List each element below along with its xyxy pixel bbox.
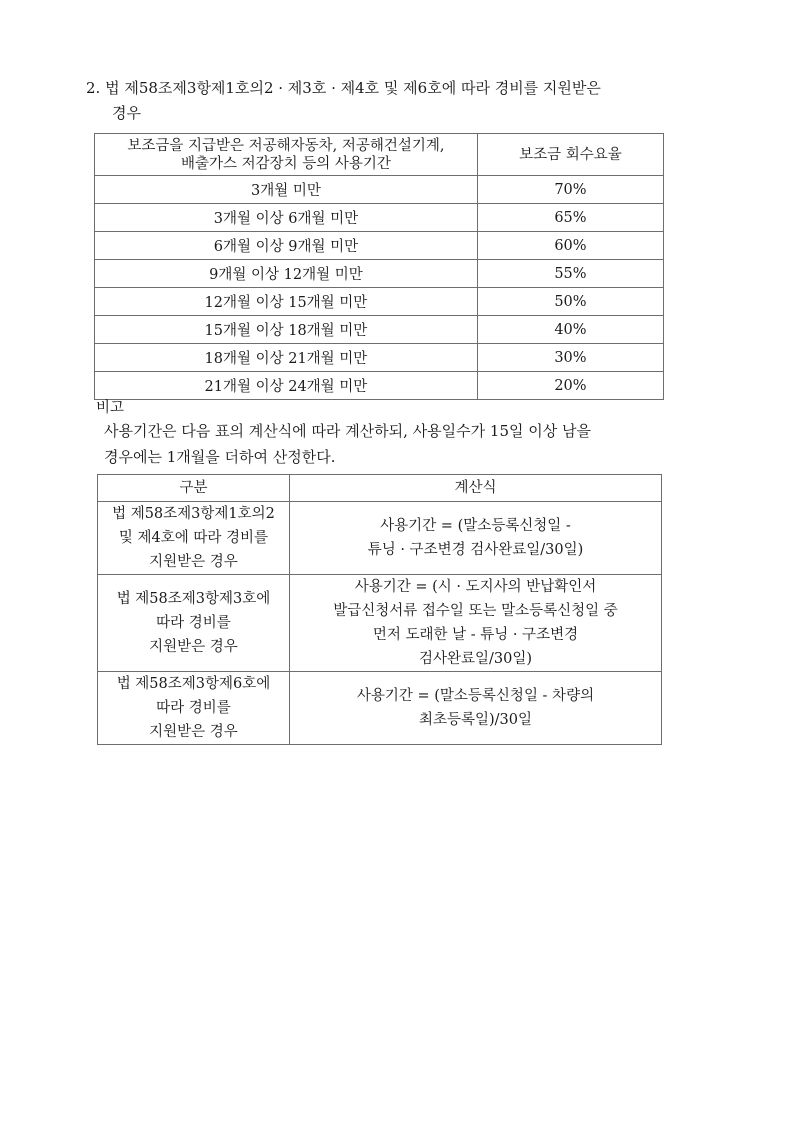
category-line: 법 제58조제3항제6호에 bbox=[116, 676, 271, 692]
section-heading-line1: 2. 법 제58조제3항제1호의2 · 제3호 · 제4호 및 제6호에 따라 경비를 지원받은 bbox=[86, 79, 601, 97]
recovery-rate-cell: 20% bbox=[477, 372, 663, 400]
usage-period-cell: 21개월 이상 24개월 미만 bbox=[95, 372, 478, 400]
category-cell bbox=[98, 502, 290, 575]
formula-line: 발급신청서류 접수일 또는 말소등록신청일 중 bbox=[333, 603, 618, 619]
formula-line: 사용기간 = (말소등록신청일 - bbox=[380, 518, 571, 534]
usage-period-cell: 3개월 이상 6개월 미만 bbox=[95, 204, 478, 232]
recovery-rate-cell: 60% bbox=[477, 232, 663, 260]
table-row bbox=[95, 316, 664, 344]
category-line: 지원받은 경우 bbox=[149, 554, 238, 570]
formula-line: 튜닝 · 구조변경 검사완료일/30일) bbox=[367, 542, 584, 558]
recovery-rate-table bbox=[94, 133, 664, 400]
note-body bbox=[104, 418, 664, 470]
section-heading bbox=[86, 76, 676, 126]
calculation-formula-table bbox=[97, 474, 662, 745]
table-row bbox=[98, 672, 662, 745]
recovery-rate-cell: 55% bbox=[477, 260, 663, 288]
section-heading-line2: 경우 bbox=[112, 104, 141, 122]
table-row bbox=[95, 288, 664, 316]
formula-header: 계산식 bbox=[289, 475, 661, 502]
usage-period-header-line1: 보조금을 지급받은 저공해자동차, 저공해건설기계, bbox=[127, 137, 445, 154]
recovery-rate-header: 보조금 회수요율 bbox=[477, 134, 663, 176]
category-line: 지원받은 경우 bbox=[149, 639, 238, 655]
formula-line: 최초등록일)/30일 bbox=[418, 712, 532, 728]
category-line: 지원받은 경우 bbox=[149, 724, 238, 740]
recovery-rate-cell: 65% bbox=[477, 204, 663, 232]
formula-cell bbox=[289, 672, 661, 745]
category-header: 구분 bbox=[98, 475, 290, 502]
recovery-rate-cell: 40% bbox=[477, 316, 663, 344]
table-header-row bbox=[98, 475, 662, 502]
usage-period-cell: 9개월 이상 12개월 미만 bbox=[95, 260, 478, 288]
recovery-rate-cell: 70% bbox=[477, 176, 663, 204]
formula-line: 검사완료일/30일) bbox=[418, 651, 532, 667]
usage-period-header-line2: 배출가스 저감장치 등의 사용기간 bbox=[180, 155, 391, 172]
category-line: 및 제4호에 따라 경비를 bbox=[118, 530, 269, 546]
table-row bbox=[95, 344, 664, 372]
category-line: 법 제58조제3항제3호에 bbox=[116, 591, 271, 607]
formula-line: 먼저 도래한 날 - 튜닝 · 구조변경 bbox=[372, 627, 579, 643]
note-line2: 경우에는 1개월을 더하여 산정한다. bbox=[104, 448, 336, 466]
table-row bbox=[95, 372, 664, 400]
table-row bbox=[98, 575, 662, 672]
category-cell bbox=[98, 575, 290, 672]
category-line: 따라 경비를 bbox=[156, 700, 231, 716]
formula-cell bbox=[289, 502, 661, 575]
usage-period-header bbox=[95, 134, 478, 176]
table-row bbox=[95, 260, 664, 288]
table-row bbox=[95, 176, 664, 204]
note-line1: 사용기간은 다음 표의 계산식에 따라 계산하되, 사용일수가 15일 이상 남을 bbox=[104, 422, 591, 440]
note-title: 비고 bbox=[96, 400, 125, 416]
usage-period-cell: 18개월 이상 21개월 미만 bbox=[95, 344, 478, 372]
usage-period-cell: 6개월 이상 9개월 미만 bbox=[95, 232, 478, 260]
usage-period-cell: 3개월 미만 bbox=[95, 176, 478, 204]
recovery-rate-cell: 30% bbox=[477, 344, 663, 372]
category-line: 따라 경비를 bbox=[156, 615, 231, 631]
category-line: 법 제58조제3항제1호의2 bbox=[112, 506, 275, 522]
recovery-rate-cell: 50% bbox=[477, 288, 663, 316]
table-row bbox=[95, 204, 664, 232]
category-cell bbox=[98, 672, 290, 745]
usage-period-cell: 12개월 이상 15개월 미만 bbox=[95, 288, 478, 316]
table-header-row bbox=[95, 134, 664, 176]
usage-period-cell: 15개월 이상 18개월 미만 bbox=[95, 316, 478, 344]
table-row bbox=[98, 502, 662, 575]
formula-line: 사용기간 = (시 · 도지사의 반납확인서 bbox=[354, 579, 597, 595]
formula-cell bbox=[289, 575, 661, 672]
formula-line: 사용기간 = (말소등록신청일 - 차량의 bbox=[356, 688, 595, 704]
table-row bbox=[95, 232, 664, 260]
